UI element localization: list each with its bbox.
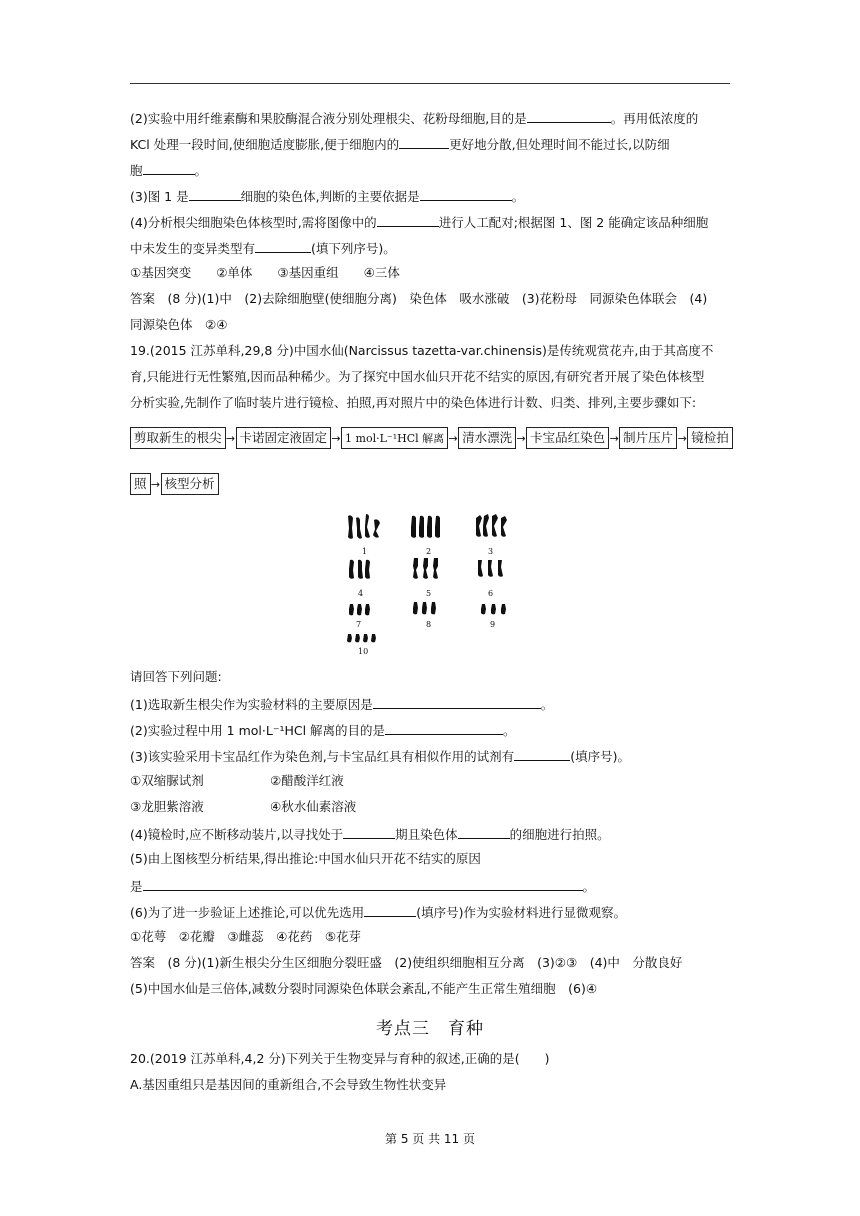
q19-s2-end: 。	[503, 723, 516, 738]
q18-p3-c: 。	[511, 189, 525, 204]
answer-blank	[143, 161, 195, 175]
answer-blank	[514, 747, 570, 761]
q20-stem: 20.(2019 江苏单科,4,2 分)下列关于生物变异与育种的叙述,正确的是( )	[130, 1051, 550, 1066]
q19-sub1	[130, 695, 553, 713]
q18-p2-text3a: 胞	[130, 163, 143, 178]
q19-intro-line3: 分析实验,先制作了临时装片进行镜检、拍照,再对照片中的染色体进行计数、归类、排列,主要步骤如下:	[130, 395, 697, 410]
answer-blank	[377, 213, 439, 227]
karyo-label-4: 4	[358, 589, 364, 598]
q19-s4-b: 期且染色体	[395, 827, 458, 842]
q18-options: ①基因突变 ②单体 ③基因重组 ④三体	[130, 265, 400, 280]
q19-intro-line1: 19.(2015 江苏单科,29,8 分)中国水仙(Narcissus tazetta-var.chinensis)是传统观赏花卉,由于其高度不	[130, 343, 714, 358]
chromosome-group-8	[413, 602, 436, 614]
q19-option-1: ①双缩脲试剂	[130, 773, 204, 788]
q19-option-2: ②醋酸洋红液	[270, 773, 344, 788]
q18-part2-line3	[130, 161, 207, 179]
q19-sub3	[130, 747, 630, 765]
chromosome-group-3	[476, 514, 507, 537]
page-footer: 第 5 页 共 11 页	[385, 1132, 475, 1146]
header-rule	[130, 83, 730, 84]
q18-p4-d: (填下列序号)。	[311, 241, 396, 256]
answer-blank	[364, 903, 416, 917]
q19-s5-a: 是	[130, 879, 143, 894]
q19-s3-text: (3)该实验采用卡宝品红作为染色剂,与卡宝品红具有相似作用的试剂有	[130, 749, 515, 764]
q20-option-a: A.基因重组只是基因间的重新组合,不会导致生物性状变异	[130, 1077, 447, 1092]
karyo-label-3: 3	[488, 547, 494, 556]
chromosome-group-5	[413, 558, 438, 579]
q19-s2-text: (2)实验过程中用 1 mol·L⁻¹HCl 解离的目的是	[130, 723, 386, 738]
karyotype-figure	[338, 510, 528, 658]
answer-blank	[343, 825, 395, 839]
arrow-icon: →	[516, 431, 526, 445]
q18-answer-line1: 答案 (8 分)(1)中 (2)去除细胞壁(使细胞分离) 染色体 吸水涨破 (3)花粉母 同源染色体联会 (4)	[130, 291, 708, 306]
answer-blank	[399, 135, 449, 149]
q18-answer-line2: 同源染色体 ②④	[130, 317, 228, 332]
karyo-label-10: 10	[358, 647, 369, 656]
chromosome-group-10	[347, 634, 376, 642]
karyo-label-8: 8	[426, 620, 432, 629]
q18-p2-text2b: 更好地分散,但处理时间不能过长,以防细	[449, 137, 670, 152]
q19-answer-line2: (5)中国水仙是三倍体,减数分裂时同源染色体联会紊乱,不能产生正常生殖细胞 (6)④	[130, 981, 598, 996]
q19-options-row1	[130, 773, 344, 789]
q19-ask: 请回答下列问题:	[130, 669, 222, 684]
flow-step-8: 核型分析	[161, 473, 219, 495]
q19-sub4	[130, 825, 610, 843]
answer-blank	[385, 721, 503, 735]
arrow-icon: →	[225, 431, 236, 445]
q19-s1-end: 。	[540, 697, 554, 712]
chromosome-group-9	[481, 604, 506, 614]
arrow-icon: →	[150, 477, 161, 491]
chromosome-group-6	[478, 560, 503, 577]
karyo-label-9: 9	[490, 620, 496, 629]
q18-p2-text: (2)实验中用纤维素酶和果胶酶混合液分别处理根尖、花粉母细胞,目的是	[130, 111, 527, 126]
procedure-flow-row2	[130, 473, 219, 495]
q19-s4-a: (4)镜检时,应不断移动装片,以寻找处于	[130, 827, 344, 842]
arrow-icon: →	[609, 431, 619, 445]
flow-step-6: 制片压片	[619, 427, 677, 449]
answer-blank	[420, 187, 512, 201]
chromosome-group-2	[411, 516, 440, 538]
chromosome-group-7	[349, 604, 370, 615]
q18-p2-end: 。再用低浓度的	[610, 111, 699, 126]
q19-answer-line1: 答案 (8 分)(1)新生根尖分生区细胞分裂旺盛 (2)使组织细胞相互分离 (3)②③ (4)中 分散良好	[130, 955, 683, 970]
q19-s3-end: (填序号)。	[570, 749, 630, 764]
flow-step-3-text: 1 mol·L⁻¹HCl 解离	[345, 432, 445, 445]
arrow-icon: →	[677, 431, 687, 445]
answer-blank	[373, 695, 541, 709]
q18-p4-c: 中未发生的变异类型有	[130, 241, 256, 256]
q19-option-3: ③龙胆紫溶液	[130, 799, 204, 814]
q19-s6-b: (填序号)作为实验材料进行显微观察。	[416, 905, 626, 920]
answer-blank	[143, 877, 583, 891]
flow-step-7: 镜检拍	[687, 427, 733, 449]
q18-p3-a: (3)图 1 是	[130, 189, 189, 204]
chromosome-group-1	[348, 514, 380, 539]
q19-s1-text: (1)选取新生根尖作为实验材料的主要原因是	[130, 697, 373, 712]
q19-intro-line2: 育,只能进行无性繁殖,因而品种稀少。为了探究中国水仙只开花不结实的原因,有研究者开展了染色体核型	[130, 369, 705, 384]
flow-step-5: 卡宝品红染色	[526, 427, 609, 449]
q18-p4-a: (4)分析根尖细胞染色体核型时,需将图像中的	[130, 215, 377, 230]
q19-sub5-line2	[130, 877, 595, 895]
q18-p4-b: 进行人工配对;根据图 1、图 2 能确定该品种细胞	[438, 215, 709, 230]
q19-s5-end: 。	[582, 879, 596, 894]
flow-step-2: 卡诺固定液固定	[236, 427, 332, 449]
chromosome-group-4	[349, 560, 370, 579]
q18-part2-line2	[130, 135, 670, 153]
q19-sub5-line1: (5)由上图核型分析结果,得出推论:中国水仙只开花不结实的原因	[130, 851, 481, 866]
q19-options-row2	[130, 799, 356, 815]
q19-sub2	[130, 721, 516, 739]
q18-part3	[130, 187, 524, 205]
arrow-icon: →	[331, 431, 341, 445]
q19-sub6	[130, 903, 626, 921]
q18-p2-text2a: KCl 处理一段时间,使细胞适度膨胀,便于细胞内的	[130, 137, 400, 152]
q18-part2-line1	[130, 109, 698, 127]
answer-blank	[458, 825, 510, 839]
karyo-label-1: 1	[362, 547, 368, 556]
section-title: 考点三 育种	[376, 1019, 484, 1039]
flow-step-3	[341, 427, 448, 449]
answer-blank	[527, 109, 611, 123]
answer-blank	[255, 239, 311, 253]
flow-step-4: 清水漂洗	[458, 427, 516, 449]
q18-p2-text3b: 。	[194, 163, 208, 178]
answer-blank	[189, 187, 241, 201]
flow-step-7-cont: 照	[130, 473, 151, 495]
arrow-icon: →	[448, 431, 458, 445]
karyo-label-2: 2	[426, 547, 432, 556]
karyo-label-7: 7	[356, 620, 362, 629]
procedure-flow-row1	[130, 427, 733, 449]
q18-part4-line2	[130, 239, 396, 257]
karyo-label-6: 6	[488, 589, 494, 598]
karyo-label-5: 5	[426, 589, 432, 598]
q19-option-4: ④秋水仙素溶液	[270, 799, 357, 814]
q19-s4-c: 的细胞进行拍照。	[509, 827, 610, 842]
flow-step-1: 剪取新生的根尖	[130, 427, 226, 449]
q19-sub6-options: ①花萼 ②花瓣 ③雌蕊 ④花药 ⑤花芽	[130, 929, 362, 944]
q18-part4-line1	[130, 213, 708, 231]
q19-s6-a: (6)为了进一步验证上述推论,可以优先选用	[130, 905, 365, 920]
q18-p3-b: 细胞的染色体,判断的主要依据是	[240, 189, 420, 204]
